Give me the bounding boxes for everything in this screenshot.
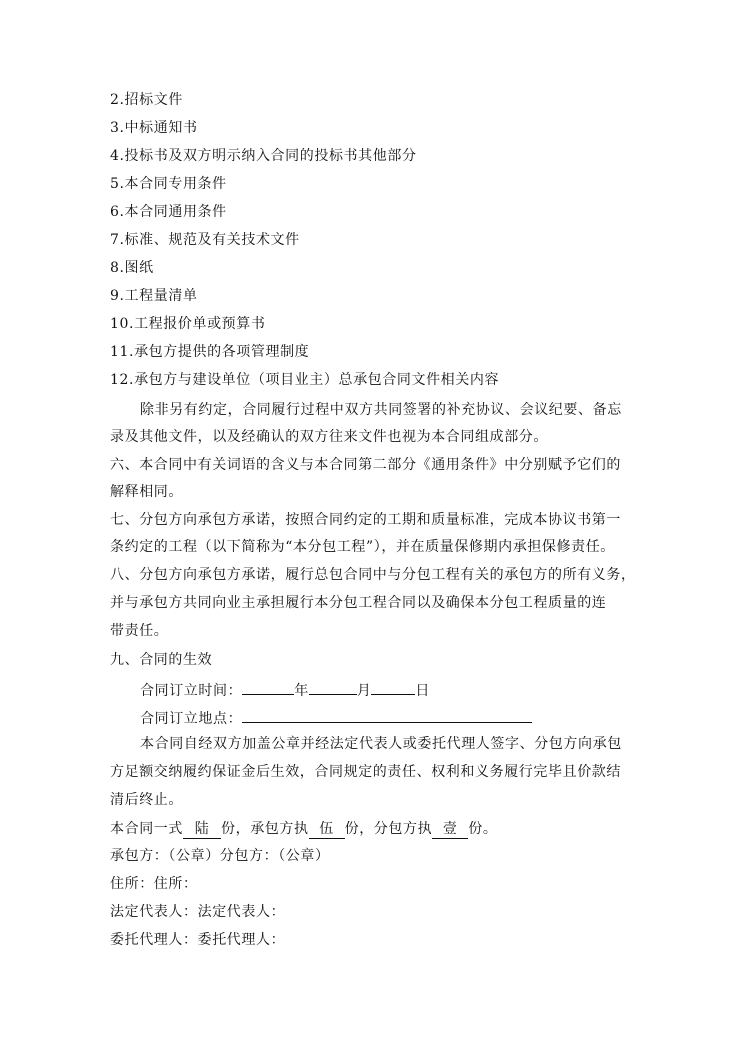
effect-line: 清后终止。 [110, 792, 183, 808]
year-blank[interactable] [242, 678, 294, 695]
section-6-line: 解释相同。 [110, 484, 183, 500]
signature-row: 法定代表人：法定代表人： [110, 904, 286, 920]
section-8-line: 带责任。 [110, 623, 169, 639]
sign-date-label: 合同订立时间： [140, 683, 243, 699]
section-8-line: 并与承包方共同向业主承担履行本分包工程合同以及确保本分包工程质量的连 [110, 595, 607, 611]
signature-row: 承包方：（公章）分包方：（公章） [110, 848, 330, 864]
copies-line [110, 819, 497, 839]
list-item: 3.中标通知书 [110, 120, 198, 136]
list-item: 6.本合同通用条件 [110, 204, 227, 220]
sub-copies: 壹 [432, 820, 468, 839]
day-blank[interactable] [371, 678, 415, 695]
paragraph-line: 录及其他文件，以及经确认的双方往来文件也视为本合同组成部分。 [110, 429, 548, 445]
list-item: 5.本合同专用条件 [110, 176, 227, 192]
sign-place-label: 合同订立地点： [140, 711, 243, 727]
copies-text: 份，承包方执 [221, 821, 309, 837]
month-label: 月 [356, 683, 372, 699]
effect-line: 本合同自经双方加盖公章并经法定代表人或委托代理人签字、分包方向承包 [140, 736, 622, 752]
signature-row: 住所：住所： [110, 876, 198, 892]
section-7-line: 条约定的工程（以下简称为“本分包工程”），并在质量保修期内承担保修责任。 [110, 539, 615, 555]
month-blank[interactable] [309, 678, 357, 695]
copies-text: 份，分包方执 [344, 821, 433, 837]
section-6-line: 六、本合同中有关词语的含义与本合同第二部分《通用条件》中分别赋予它们的 [110, 457, 621, 473]
contractor-copies: 伍 [309, 820, 345, 839]
list-item: 9.工程量清单 [110, 288, 198, 304]
year-label: 年 [294, 683, 309, 699]
place-blank[interactable] [242, 706, 532, 723]
list-item: 11.承包方提供的各项管理制度 [110, 344, 310, 360]
list-item: 10.工程报价单或预算书 [110, 316, 266, 332]
total-copies: 陆 [183, 820, 221, 839]
list-item: 8.图纸 [110, 260, 154, 276]
sign-place-line [140, 706, 532, 729]
signature-row: 委托代理人：委托代理人： [110, 932, 286, 948]
list-item: 7.标准、规范及有关技术文件 [110, 232, 300, 248]
list-item: 12.承包方与建设单位（项目业主）总承包合同文件相关内容 [110, 372, 500, 388]
paragraph-line: 除非另有约定，合同履行过程中双方共同签署的补充协议、会议纪要、备忘 [140, 402, 622, 418]
copies-text: 本合同一式 [110, 821, 183, 837]
section-9-heading: 九、合同的生效 [110, 652, 213, 668]
effect-line: 方足额交纳履约保证金后生效，合同规定的责任、权利和义务履行完毕且价款结 [110, 764, 621, 780]
list-item: 4.投标书及双方明示纳入合同的投标书其他部分 [110, 148, 417, 164]
section-8-line: 八、分包方向承包方承诺，履行总包合同中与分包工程有关的承包方的所有义务， [110, 567, 636, 583]
section-7-line: 七、分包方向承包方承诺，按照合同约定的工期和质量标准，完成本协议书第一 [110, 512, 621, 528]
copies-text: 份。 [468, 821, 498, 837]
day-label: 日 [415, 683, 431, 699]
sign-date-line [140, 678, 430, 701]
list-item: 2.招标文件 [110, 92, 183, 108]
